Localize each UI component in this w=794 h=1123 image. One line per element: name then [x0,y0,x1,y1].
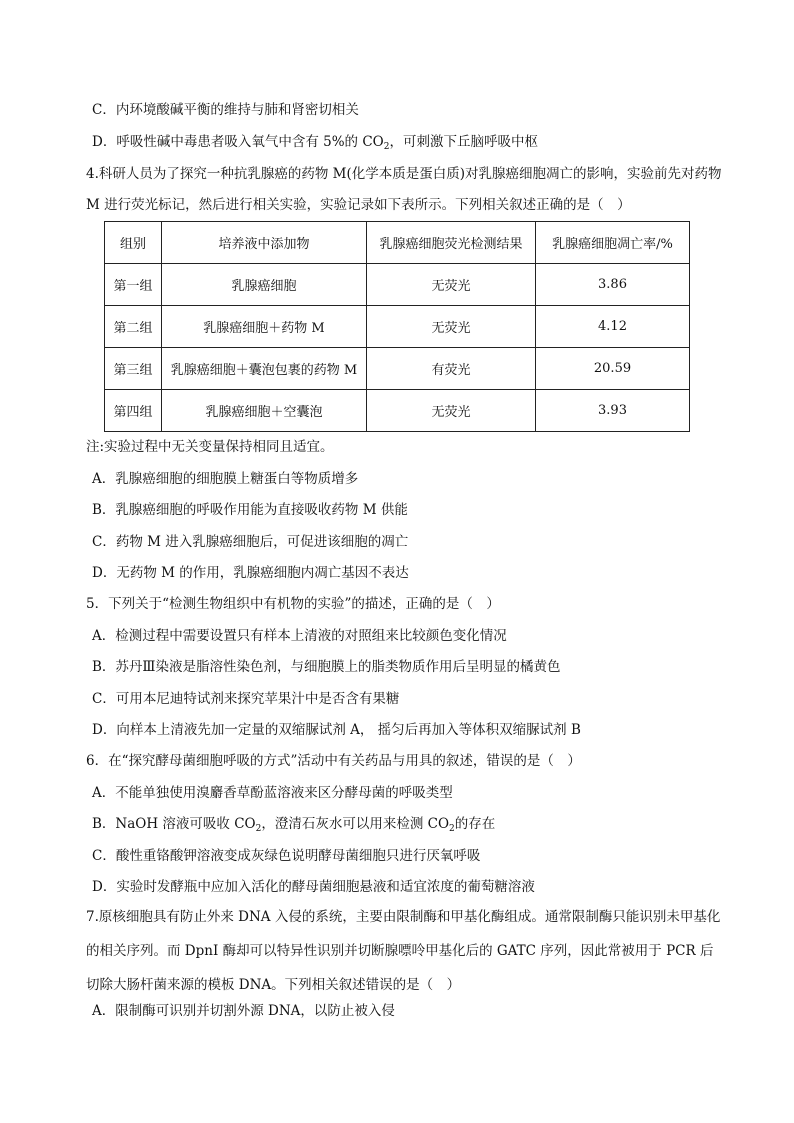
q7-stem: 7.原核细胞具有防止外来 DNA 入侵的系统，主要由限制酶和甲基化酶组成。通常限制酶只能识别未甲基化的相关序列。而 DpnⅠ 酶却可以特异性识别并切断腺嘌呤甲基化后的 GATC 序列，因此常被用于 PCR 后切除大肠杆菌来源的模板 DNA。下列相关叙述错误的是（ ） [86,909,721,993]
q4-note: 注:实验过程中无关变量保持相同且适宜。 [86,439,334,455]
table-cell: 3.93 [536,390,690,432]
q4-stem-line1: 4.科研人员为了探究一种抗乳腺癌的药物 M(化学本质是蛋白质)对乳腺癌细胞凋亡的影响，实验前先对药物 [86,166,722,182]
q4-option-b: B．乳腺癌细胞的呼吸作用能为直接吸收药物 M 供能 [92,502,408,518]
q6-option-c: C．酸性重铬酸钾溶液变成灰绿色说明酵母菌细胞只进行厌氧呼吸 [92,848,481,864]
q5-option-c: C．可用本尼迪特试剂来探究苹果汁中是否含有果糖 [92,691,400,707]
table-cell: 无荧光 [367,390,536,432]
table-cell: 乳腺癌细胞＋囊泡包裹的药物 M [162,348,367,390]
table-header-cell: 培养液中添加物 [162,222,367,264]
table-cell: 20.59 [536,348,690,390]
table-row [105,390,690,432]
q5-stem: 5．下列关于“检测生物组织中有机物的实验”的描述，正确的是（ ） [86,596,500,612]
q4-stem-line2: M 进行荧光标记，然后进行相关实验，实验记录如下表所示。下列相关叙述正确的是（ ） [86,197,631,213]
q5-option-b: B．苏丹Ⅲ染液是脂溶性染色剂，与细胞膜上的脂类物质作用后呈明显的橘黄色 [92,659,561,675]
table-cell: 乳腺癌细胞＋空囊泡 [162,390,367,432]
table-cell: 第四组 [105,390,162,432]
q4-option-a: A．乳腺癌细胞的细胞膜上糖蛋白等物质增多 [92,471,359,487]
q4-option-c: C．药物 M 进入乳腺癌细胞后，可促进该细胞的凋亡 [92,534,409,550]
table-row [105,348,690,390]
table-header-cell: 乳腺癌细胞凋亡率/% [536,222,690,264]
q4-option-d: D．无药物 M 的作用，乳腺癌细胞内凋亡基因不表达 [92,565,409,581]
q5-option-a: A．检测过程中需要设置只有样本上清液的对照组来比较颜色变化情况 [92,628,507,644]
table-cell: 无荧光 [367,264,536,306]
q3-option-c: C．内环境酸碱平衡的维持与肺和肾密切相关 [92,102,359,118]
q7-option-a: A．限制酶可识别并切割外源 DNA，以防止被入侵 [92,1003,395,1019]
q6-option-d: D．实验时发酵瓶中应加入活化的酵母菌细胞悬液和适宜浓度的葡萄糖溶液 [92,879,535,895]
table-cell: 3.86 [536,264,690,306]
table-row [105,264,690,306]
q5-option-d: D．向样本上清液先加一定量的双缩脲试剂 A， 摇匀后再加入等体积双缩脲试剂 B [92,722,581,738]
table-cell: 第一组 [105,264,162,306]
table-header-cell: 组别 [105,222,162,264]
table-header-cell: 乳腺癌细胞荧光检测结果 [367,222,536,264]
table-cell: 有荧光 [367,348,536,390]
table-cell: 第二组 [105,306,162,348]
q4-table [104,221,690,432]
q3-option-d: D．呼吸性碱中毒患者吸入氧气中含有 5%的 $CO_2$，可刺激下丘脑呼吸中枢 [92,134,538,152]
table-cell: 乳腺癌细胞＋药物 M [162,306,367,348]
q6-stem: 6．在“探究酵母菌细胞呼吸的方式”活动中有关药品与用具的叙述，错误的是（ ） [86,753,581,769]
table-cell: 4.12 [536,306,690,348]
table-header-row [105,222,690,264]
q6-option-b: B．NaOH 溶液可吸收 $CO_2$，澄清石灰水可以用来检测 $CO_2$的存在 [92,816,496,834]
table-cell: 无荧光 [367,306,536,348]
table-cell: 乳腺癌细胞 [162,264,367,306]
table-row [105,306,690,348]
table-cell: 第三组 [105,348,162,390]
q6-option-a: A．不能单独使用溴麝香草酚蓝溶液来区分酵母菌的呼吸类型 [92,785,453,801]
